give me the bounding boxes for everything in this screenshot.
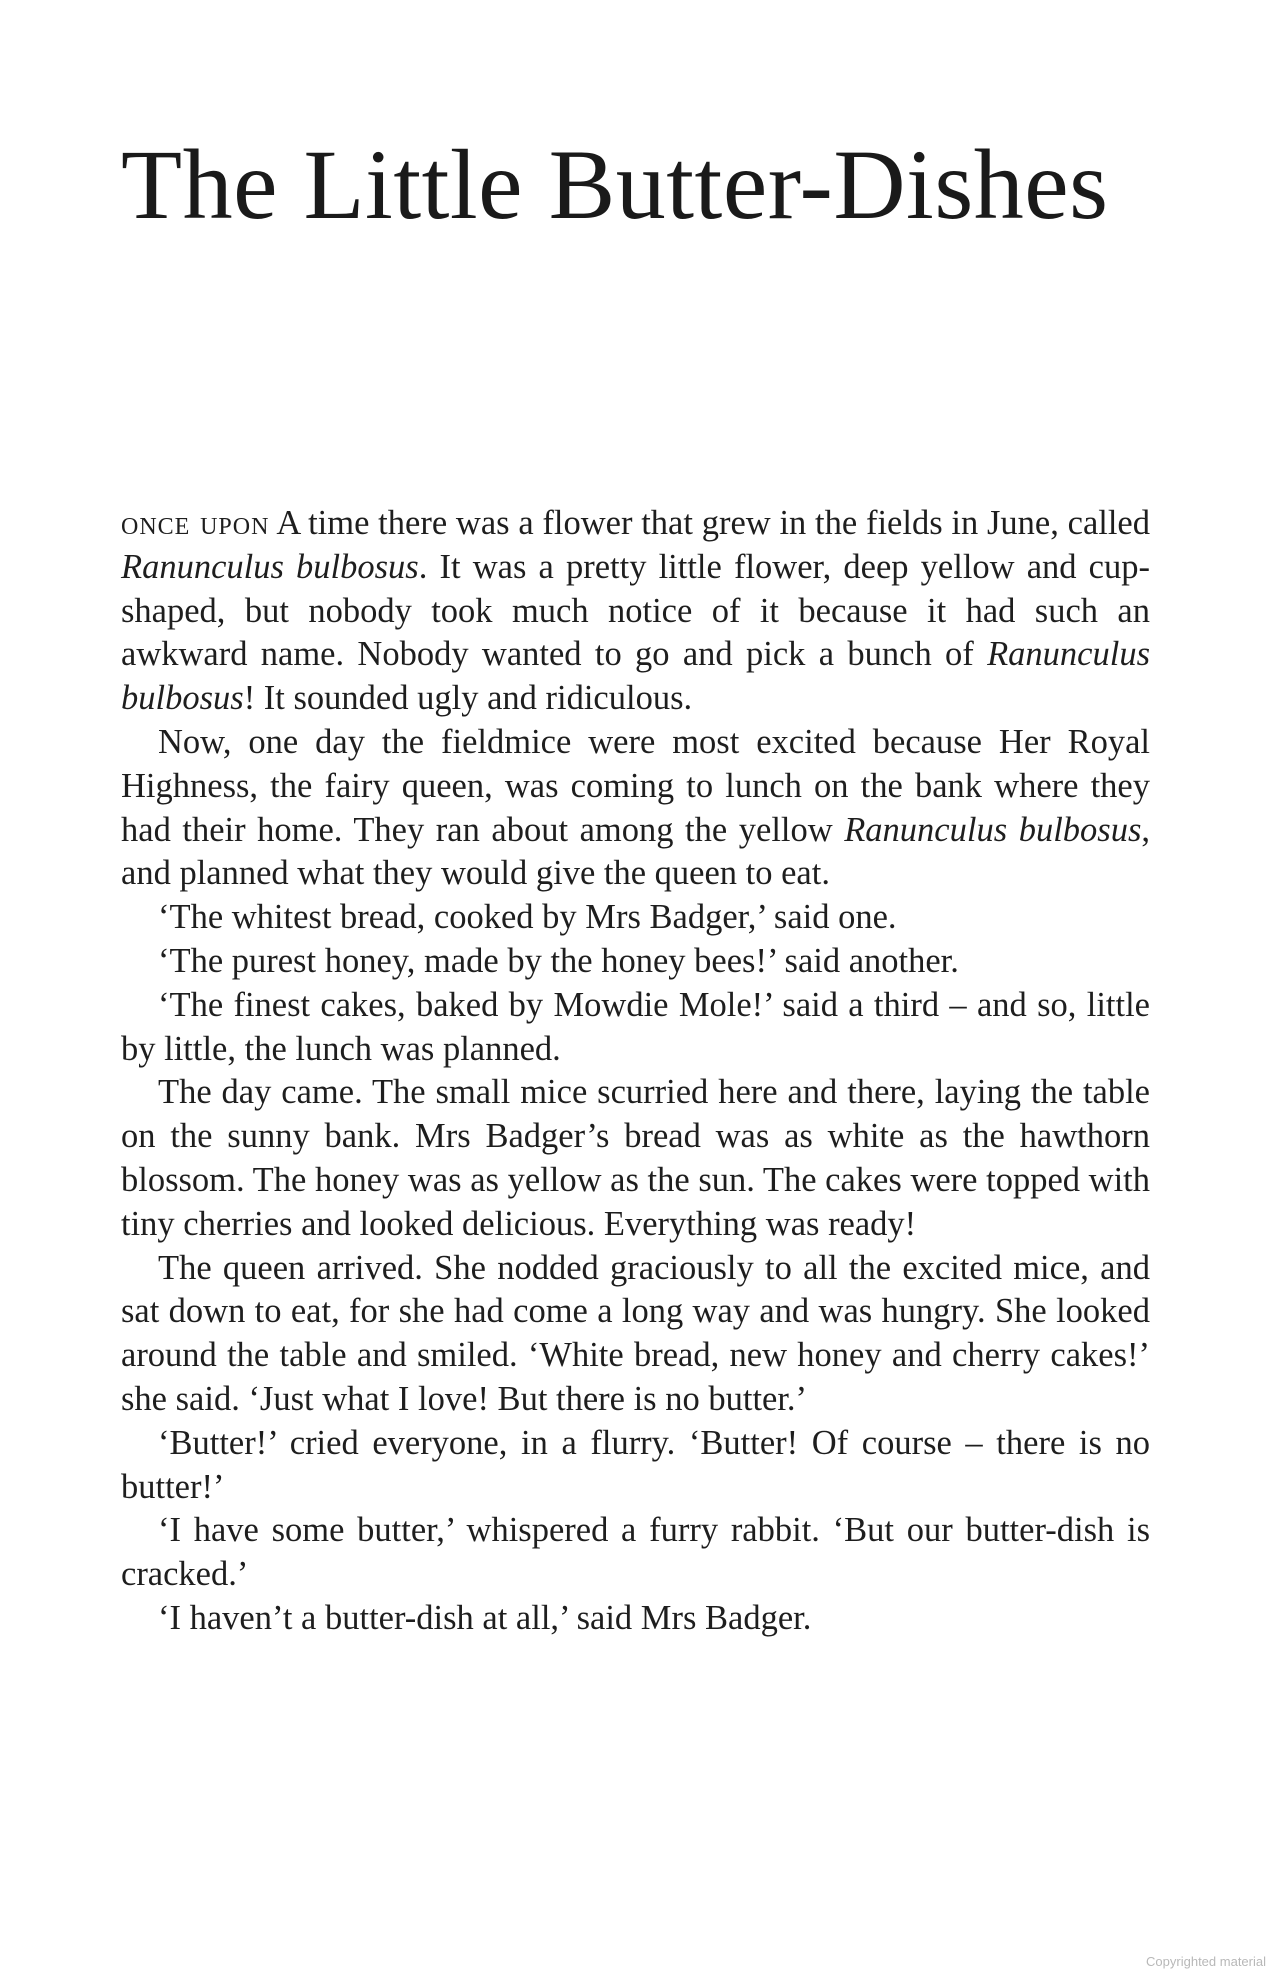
story-paragraph xyxy=(121,721,1150,896)
text-run: ‘I have some butter,’ whispered a furry rabbit. ‘But our butter-dish is cracked.’ xyxy=(121,1511,1150,1594)
text-run: Now, one day the fieldmice were most excited because Her Royal Highness, the fairy queen, was coming to lunch on the bank where they had their home. They ran about among the yellow xyxy=(121,722,1150,849)
copyright-watermark: Copyrighted material xyxy=(1146,1954,1266,1969)
text-run: The queen arrived. She nodded graciously to all the excited mice, and sat down to eat, for she had come a long way and was hungry. She looked around the table and smiled. ‘White bread, new honey and cherry cakes!’ she said. ‘Just what I love! But there is no butter.’ xyxy=(121,1248,1150,1418)
text-run: ‘I haven’t a butter-dish at all,’ said Mrs Badger. xyxy=(158,1598,812,1637)
italic-species-name: Ranunculus bulbosus xyxy=(121,547,419,586)
text-run: The day came. The small mice scurried here and there, laying the table on the sunny bank. Mrs Badger’s bread was as white as the hawthorn blossom. The honey was as yellow as the sun. The cakes were topped with tiny cherries and looked delicious. Everything was ready! xyxy=(121,1073,1150,1243)
story-paragraph xyxy=(121,896,1150,940)
opening-words: once upon xyxy=(121,504,270,542)
story-paragraph xyxy=(121,1597,1150,1641)
story-paragraph xyxy=(121,1509,1150,1597)
text-run: A time there was a flower that grew in the fields in June, called xyxy=(269,504,1150,542)
story-paragraph xyxy=(121,502,1150,721)
text-run: ‘The finest cakes, baked by Mowdie Mole!’ said a third – and so, little by little, the lunch was planned. xyxy=(121,985,1150,1068)
text-run: , and planned what they would give the queen to eat. xyxy=(121,810,1151,893)
story-body xyxy=(121,502,1150,1641)
text-run: ! It sounded ugly and ridiculous. xyxy=(243,679,693,718)
story-paragraph xyxy=(121,984,1150,1072)
italic-species-name: Ranunculus bulbosus xyxy=(844,810,1142,849)
text-run: ‘Butter!’ cried everyone, in a flurry. ‘Butter! Of course – there is no butter!’ xyxy=(121,1423,1150,1506)
text-run: . It was a pretty little flower, deep yellow and cup-shaped, but nobody took much notice of it because it had such an awkward name. Nobody wanted to go and pick a bunch of xyxy=(121,547,1150,674)
page-title: The Little Butter-Dishes xyxy=(121,129,1109,240)
story-paragraph xyxy=(121,1422,1150,1510)
story-paragraph xyxy=(121,940,1150,984)
story-paragraph xyxy=(121,1071,1150,1246)
story-paragraph xyxy=(121,1247,1150,1422)
text-run: ‘The whitest bread, cooked by Mrs Badger,’ said one. xyxy=(158,898,897,937)
italic-species-name: Ranunculus bulbosus xyxy=(121,635,1150,718)
text-run: ‘The purest honey, made by the honey bees!’ said another. xyxy=(158,941,959,980)
